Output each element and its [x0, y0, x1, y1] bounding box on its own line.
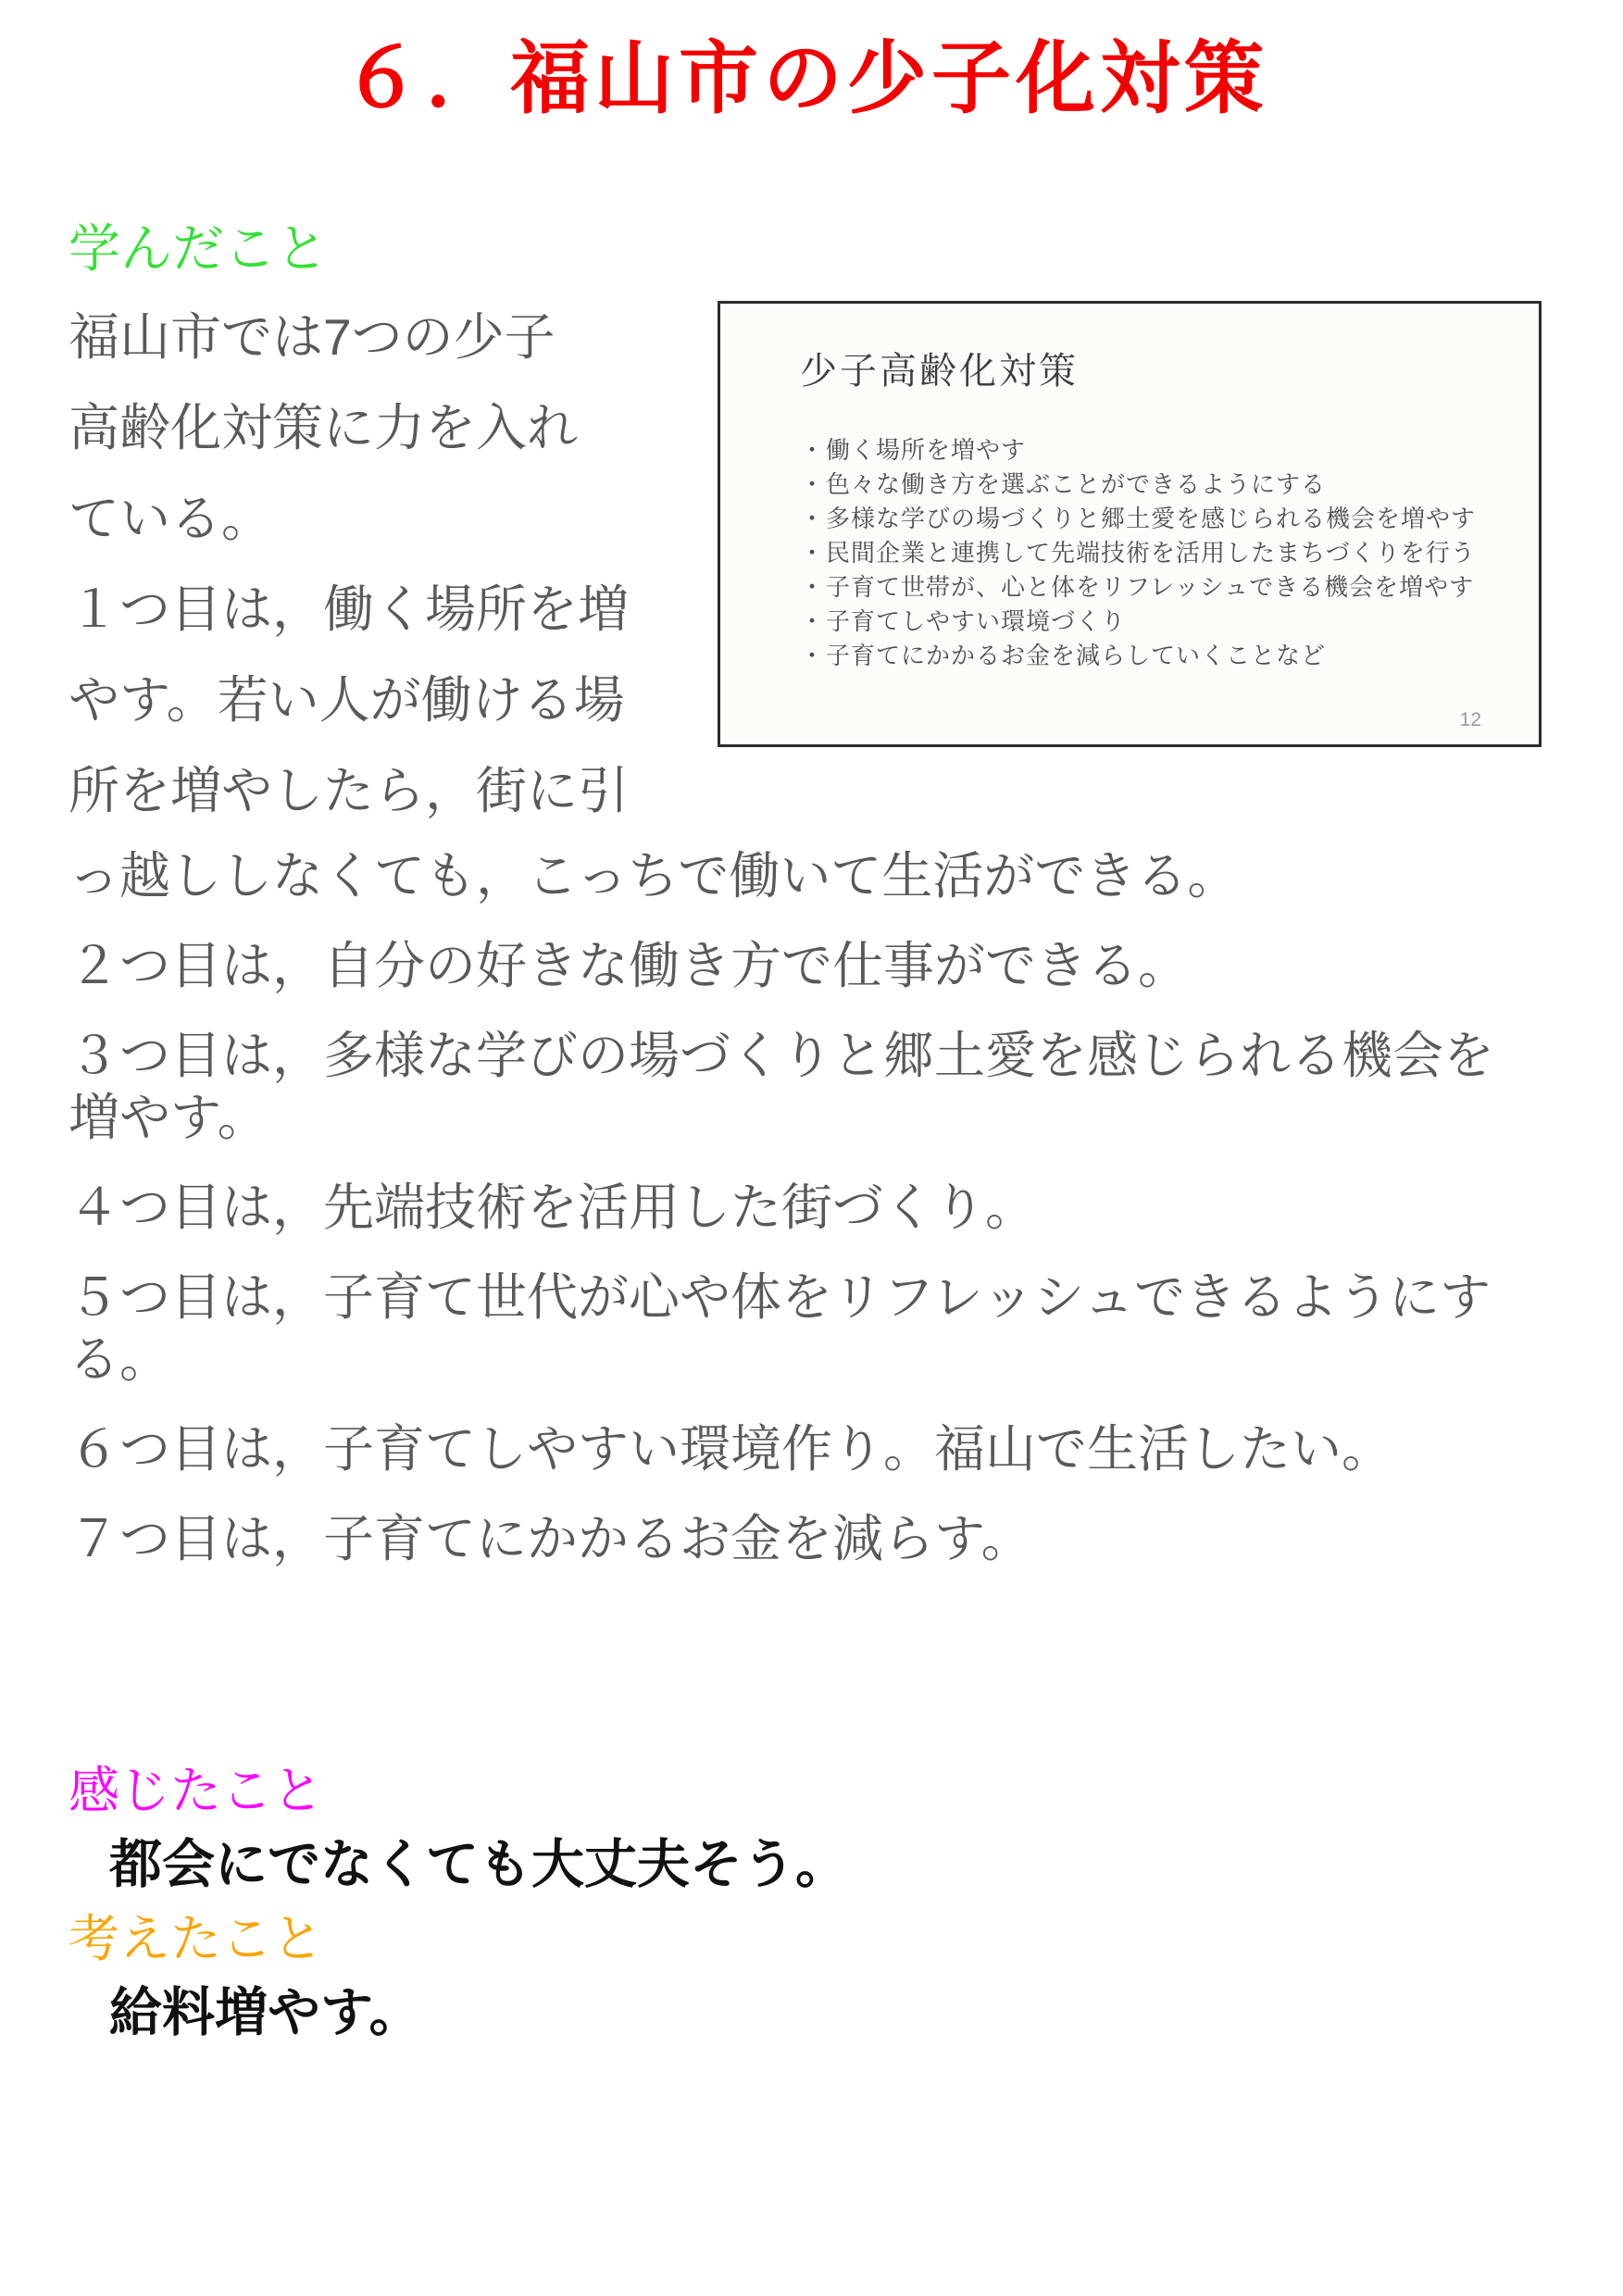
- slide-bullet-text: 民間企業と連携して先端技術を活用したまちづくりを行う: [826, 538, 1476, 567]
- slide-page-number: 12: [1459, 708, 1481, 730]
- body-paragraph: [69, 1508, 1542, 1570]
- learned-content-row: [69, 292, 1542, 836]
- slide-bullet: [800, 468, 1520, 502]
- paragraph-line: 増やす。: [69, 1088, 268, 1146]
- body-paragraph: [69, 1267, 1542, 1391]
- slide-bullet-text: 子育てしやすい環境づくり: [826, 606, 1127, 635]
- slide-bullet-text: 働く場所を増やす: [826, 435, 1027, 464]
- body-paragraph: [69, 1177, 1542, 1239]
- slide-bullet-text: 多様な学びの場づくりと郷土愛を感じられる機会を増やす: [826, 504, 1477, 532]
- paragraph-line: ５つ目は，子育て世代が心や体をリフレッシュできるようにす: [69, 1267, 1492, 1326]
- slide-title: 少子高齢化対策: [800, 350, 1079, 392]
- felt-heading: 感じたこと: [69, 1761, 324, 1819]
- bullet-dot-icon: ・: [800, 469, 826, 498]
- slide-bullet: [800, 605, 1520, 639]
- learned-column-line: １つ目は，働く場所を増: [69, 580, 630, 638]
- bullet-dot-icon: ・: [800, 606, 826, 635]
- slide-bullet-text: 子育て世帯が、心と体をリフレッシュできる機会を増やす: [826, 572, 1475, 601]
- paragraph-line: っ越ししなくても，こっちで働いて生活ができる。: [69, 846, 1239, 905]
- body-paragraph: [69, 845, 1542, 907]
- learned-text-column: [69, 292, 698, 836]
- learned-column-line: 福山市では7つの少子: [69, 307, 556, 366]
- bullet-dot-icon: ・: [800, 435, 826, 464]
- slide-bullet: [800, 536, 1520, 570]
- learned-column-line: ている。: [69, 489, 273, 547]
- paragraph-line: ６つ目は，子育てしやすい環境作り。福山で生活したい。: [69, 1419, 1393, 1478]
- slide-bullet: [800, 570, 1520, 605]
- body-paragraph: [69, 935, 1542, 997]
- slide-bullet: [800, 639, 1520, 673]
- body-paragraph: [69, 1418, 1542, 1480]
- bullet-dot-icon: ・: [800, 572, 826, 601]
- paragraph-line: ７つ目は，子育てにかかるお金を減らす。: [69, 1509, 1032, 1567]
- paragraph-line: ３つ目は，多様な学びの場づくりと郷土愛を感じられる機会を: [69, 1026, 1495, 1084]
- paragraph-line: ４つ目は，先端技術を活用した街づくり。: [69, 1178, 1037, 1236]
- slide-bullet-text: 色々な働き方を選ぶことができるようにする: [826, 469, 1327, 498]
- slide-bullet: [800, 502, 1520, 536]
- reflection-section: [69, 1753, 1542, 2050]
- learned-heading: 学んだこと: [69, 218, 328, 278]
- page-title: ６．福山市の少子化対策: [342, 34, 1268, 123]
- paragraph-line: ２つ目は，自分の好きな働き方で仕事ができる。: [69, 936, 1190, 994]
- learned-column-line: 所を増やしたら，街に引: [69, 761, 630, 819]
- thought-heading: 考えたこと: [69, 1909, 324, 1967]
- felt-answer: 都会にでなくても大丈夫そう。: [109, 1834, 848, 1894]
- bullet-dot-icon: ・: [800, 538, 826, 567]
- bullet-dot-icon: ・: [800, 504, 826, 532]
- learned-column-line: やす。若い人が働ける場: [69, 670, 625, 729]
- learned-column-line: 高齢化対策に力を入れ: [69, 398, 579, 456]
- slide-bullet-text: 子育てにかかるお金を減らしていくことなど: [826, 641, 1327, 669]
- bullet-dot-icon: ・: [800, 641, 826, 669]
- paragraph-line: る。: [69, 1329, 171, 1388]
- slide-bullet: [800, 433, 1520, 468]
- body-paragraph: [69, 1025, 1542, 1149]
- thought-answer: 給料増やす。: [109, 1982, 422, 2042]
- slide-image: [718, 301, 1542, 747]
- slide-bullet-list: [800, 433, 1520, 673]
